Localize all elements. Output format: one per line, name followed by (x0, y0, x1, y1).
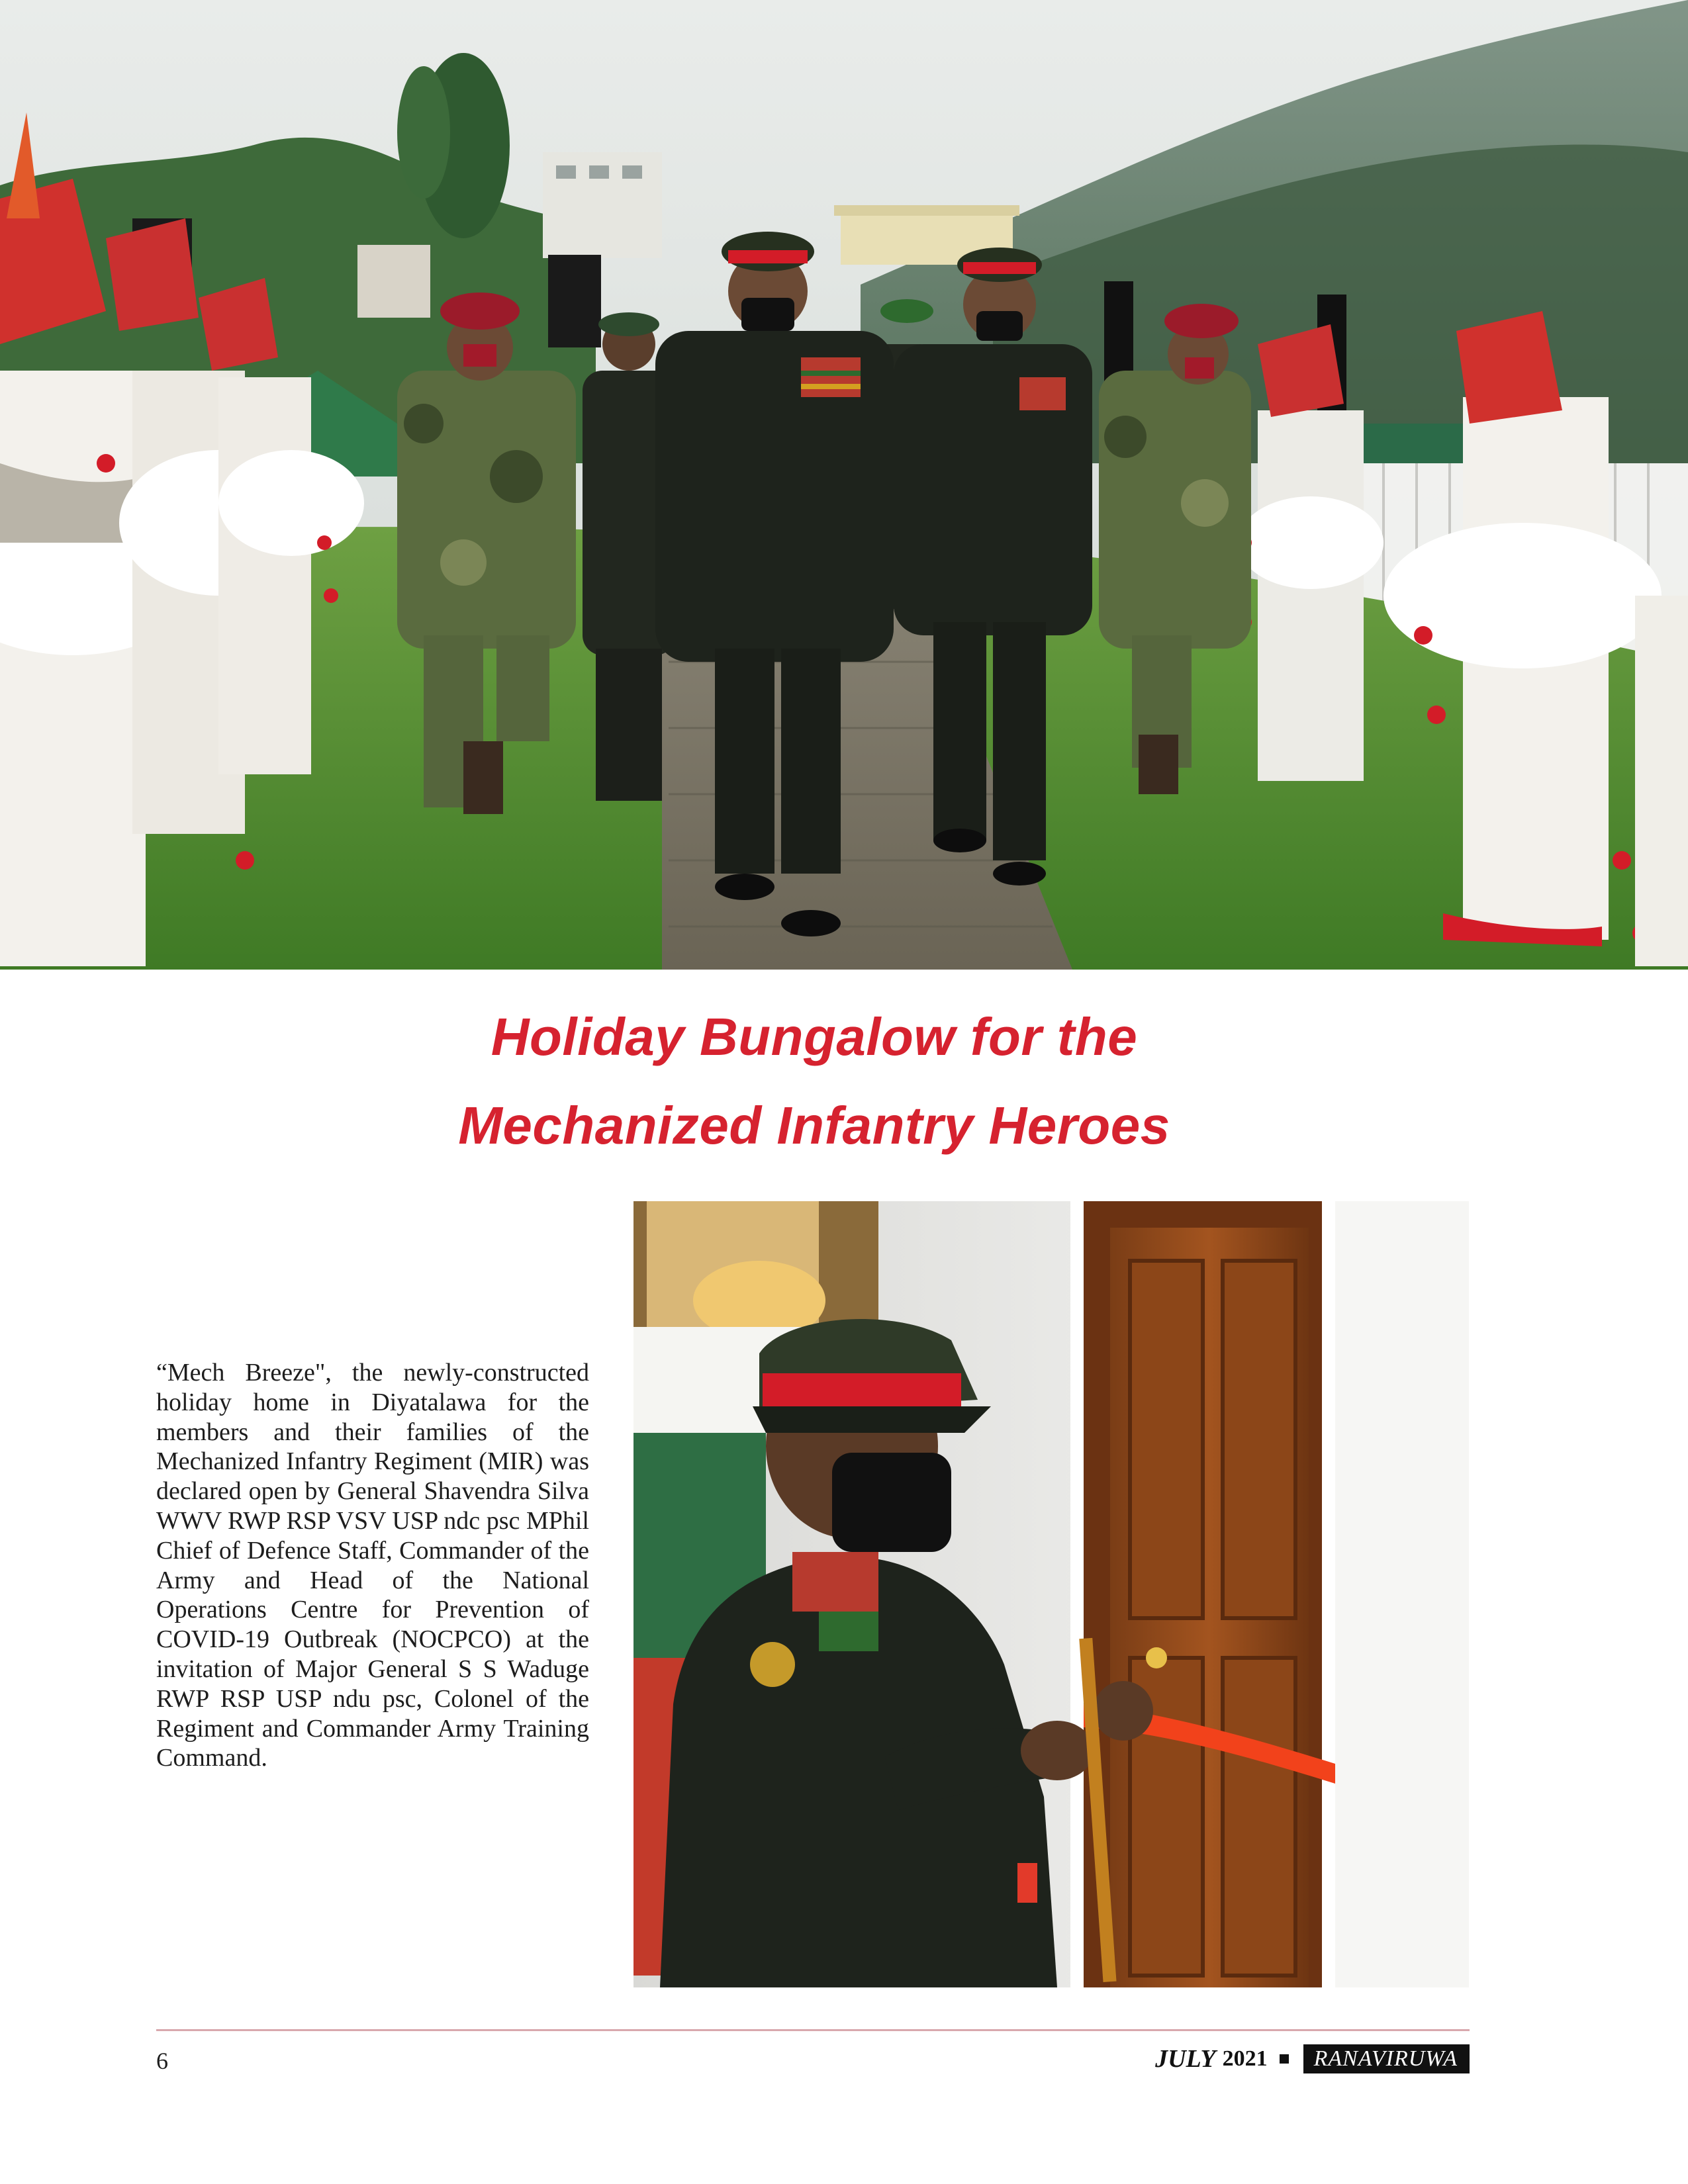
issue-line (1155, 2044, 1470, 2074)
ribbon-cutting-photo (633, 1201, 1469, 1987)
article-body-text: “Mech Breeze", the newly-constructed holiday home in Diyatalawa for the members and their families of the Mechanized Infantry Regiment (MIR) was declared open by General Shavendra Silva WWV RWP RSP VSV USP ndc psc MPhil Chief of Defence Staff, Commander of the Army and Head of the National Operations Centre for Prevention of COVID-19 Outbreak (NOCPCO) at the invitation of Major General S S Waduge RWP RSP USP ndu psc, Colonel of the Regiment and Commander Army Training Command. (156, 1359, 589, 1772)
issue-year: 2021 (1222, 2046, 1268, 2071)
headline-line-1: Holiday Bungalow for the (491, 1007, 1138, 1066)
page-number: 6 (156, 2048, 168, 2074)
headline-line-2: Mechanized Infantry Heroes (458, 1096, 1170, 1155)
article-headline (265, 993, 1364, 1170)
footer-rule (156, 2029, 1470, 2031)
magazine-name: RANAVIRUWA (1303, 2044, 1470, 2073)
issue-month: JULY (1155, 2045, 1216, 2073)
square-bullet-icon (1280, 2054, 1289, 2064)
hero-photo-ceremonial-walk (0, 0, 1688, 970)
